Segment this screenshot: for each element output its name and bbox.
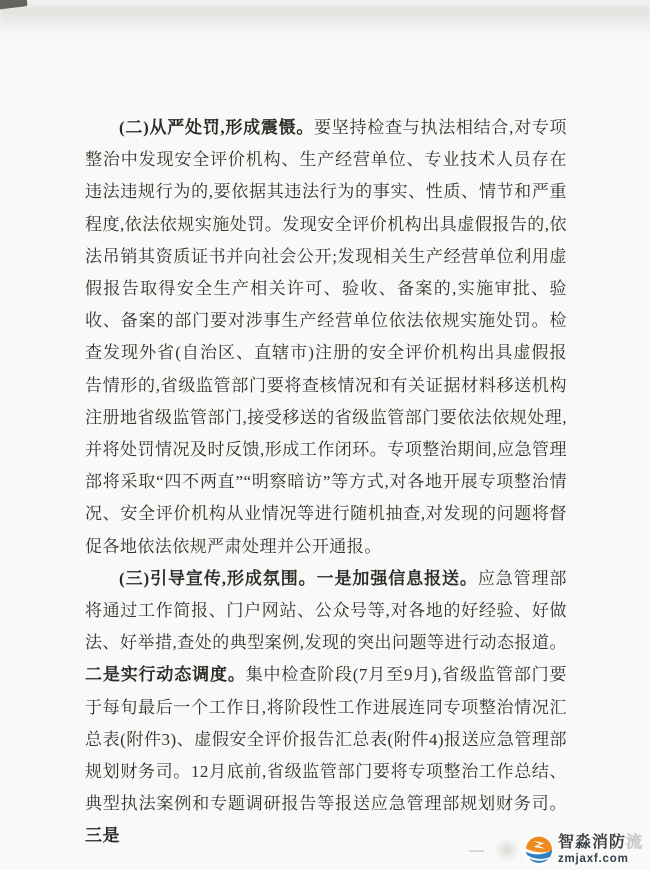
page-number-dash: — <box>468 842 484 859</box>
text-segment: (三)引导宣传,形成氛围。 <box>119 568 317 588</box>
text-segment: (二)从严处罚,形成震慑。 <box>119 118 315 137</box>
brand-name-suffix: 流 <box>625 834 643 852</box>
text-segment: 要坚持检查与执法相结合,对专项整治中发现安全评价机构、生产经营单位、专业技术人员存在违法违规行为的,要依据其违法行为的事实、性质、情节和严重程度,依法依规实施处罚。发现安全评价机构出具虚假报告的,依法吊销其资质证书并向社会公开;发现相关生产经营单位利用虚假报告取得安全生产相关许可、验收、备案的,实施审批、验收、备案的部门要对涉事生产经营单位依法依规实施处罚。检查发现外省(自治区、直辖市)注册的安全评价机构出具虚假报告情形的,省级监管部门要将查核情况和有关证据材料移送机构注册地省级监管部门,接受移送的省级监管部门要依法依规处理,并将处罚情况及时反馈,形成工作闭环。专项整治期间,应急管理部将采取“四不两直”“明察暗访”等方式,对各地开展专项整治情况、安全评价机构从业情况等进行随机抽查,对发现的问题将督促各地依法依规严肃处理并公开通报。 <box>85 118 568 556</box>
text-segment: 集中检查阶段(7月至9月),省级监管部门要于每旬最后一个工作日,将阶段性工作进展连同专项整治情况汇总表(附件3)、虚假安全评价报告汇总表(附件4)报送应急管理部规划财务司。12月底前,省级监管部门要将专项整治工作总结、典型执法案例和专题调研报告等报送应急管理部规划财务司。 <box>85 665 567 814</box>
brand-name-main: 智淼消防 <box>557 834 626 852</box>
document-body-text <box>85 112 567 853</box>
text-segment: 二是实行动态调度。 <box>85 665 246 685</box>
watermark-text <box>558 835 643 866</box>
brand-domain: zmjaxf.com <box>557 853 629 866</box>
text-segment: 应急管理部将通过工作简报、门户网站、公众号等,对各地的好经验、好做法、好举措,查处的典型案例,发现的突出问题等进行动态报道。 <box>85 568 567 653</box>
text-segment: 一是加强信息报送。 <box>316 568 478 588</box>
scan-smudge <box>494 840 520 862</box>
zhimiao-brand-icon <box>522 834 555 867</box>
watermark-block <box>469 834 643 867</box>
paragraph <box>85 112 567 563</box>
text-segment: 三是 <box>85 826 120 846</box>
scan-shading-artifact <box>0 7 650 31</box>
brand-name <box>558 835 643 851</box>
paragraph <box>85 563 567 853</box>
